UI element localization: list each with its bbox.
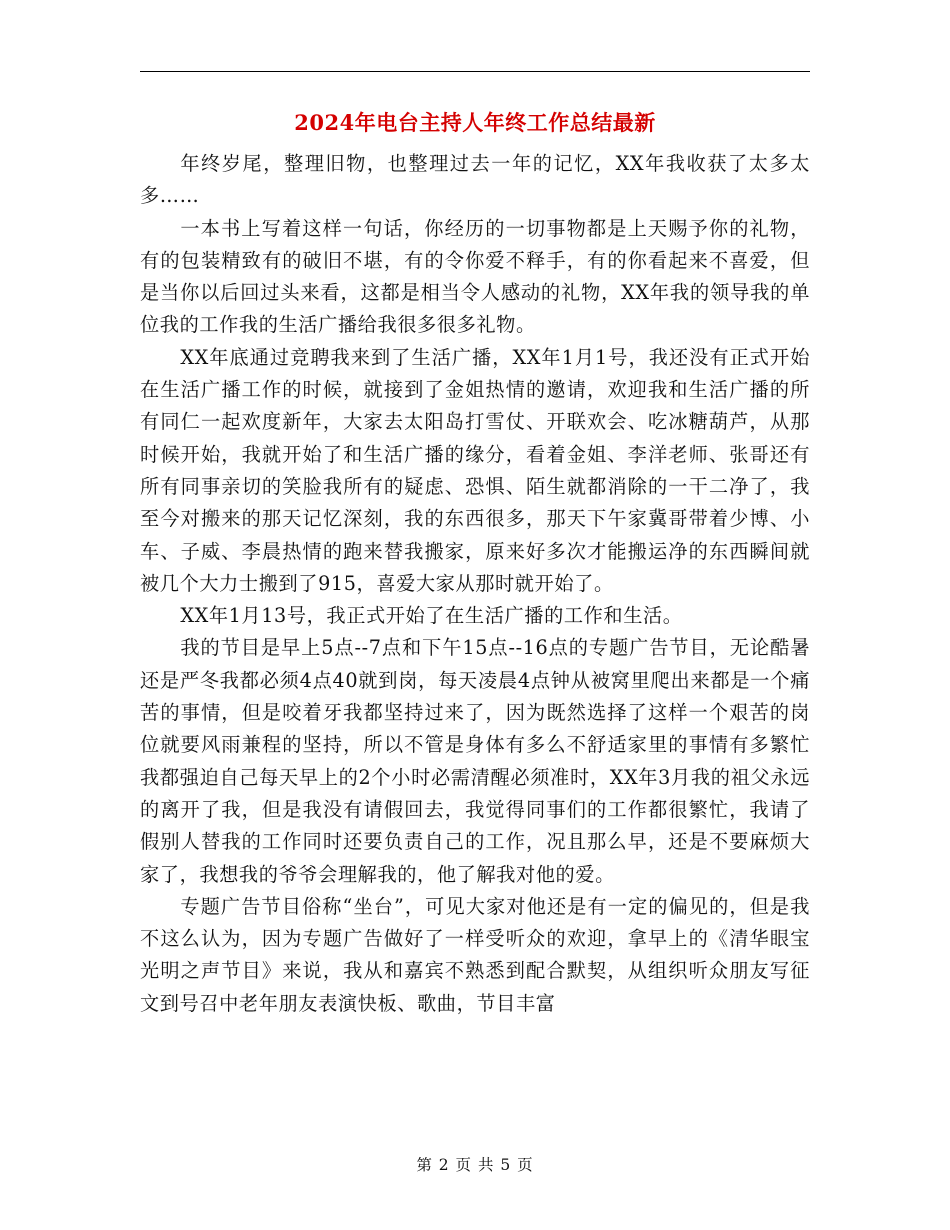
paragraph-5: 我的节目是早上5点--7点和下午15点--16点的专题广告节目，无论酷暑还是严冬我都必须4点40就到岗，每天凌晨4点钟从被窝里爬出来都是一个痛苦的事情，但是咬着牙我都坚持过来了，因为既然选择了这样一个艰苦的岗位就要风雨兼程的坚持，所以不管是身体有多么不舒适家里的事情有多繁忙我都强迫自己每天早上的2个小时必需清醒必须准时，XX年3月我的祖父永远的离开了我，但是我没有请假回去，我觉得同事们的工作都很繁忙，我请了假别人替我的工作同时还要负责自己的工作，况且那么早，还是不要麻烦大家了，我想我的爷爷会理解我的，他了解我对他的爱。 xyxy=(140,636,810,886)
paragraph-3: XX年底通过竞聘我来到了生活广播，XX年1月1号，我还没有正式开始在生活广播工作的时候，就接到了金姐热情的邀请，欢迎我和生活广播的所有同仁一起欢度新年，大家去太阳岛打雪仗、开联欢会、吃冰糖葫芦，从那时候开始，我就开始了和生活广播的缘分，看着金姐、李洋老师、张哥还有所有同事亲切的笑脸我所有的疑虑、恐惧、陌生就都消除的一干二净了，我至今对搬来的那天记忆深刻，我的东西很多，那天下午家冀哥带着少博、小车、子威、李晨热情的跑来替我搬家，原来好多次才能搬运净的东西瞬间就被几个大力士搬到了915，喜爱大家从那时就开始了。 xyxy=(140,345,810,595)
paragraph-6: 专题广告节目俗称“坐台”，可见大家对他还是有一定的偏见的，但是我不这么认为，因为专题广告做好了一样受听众的欢迎，拿早上的《清华眼宝光明之声节目》来说，我从和嘉宾不熟悉到配合默契，从组织听众朋友写征文到号召中老年朋友表演快板、歌曲，节目丰富 xyxy=(140,894,810,1015)
document-body xyxy=(140,148,810,1020)
paragraph-4: XX年1月13号，我正式开始了在生活广播的工作和生活。 xyxy=(180,604,683,628)
header-rule xyxy=(140,71,810,72)
page-number-footer: 第 2 页 共 5 页 xyxy=(416,1156,534,1174)
paragraph-2: 一本书上写着这样一句话，你经历的一切事物都是上天赐予你的礼物，有的包装精致有的破旧不堪，有的令你爱不释手，有的你看起来不喜爱，但是当你以后回过头来看，这都是相当令人感动的礼物，XX年我的领导我的单位我的工作我的生活广播给我很多很多礼物。 xyxy=(140,216,810,337)
paragraph-1: 年终岁尾，整理旧物，也整理过去一年的记忆，XX年我收获了太多太多…… xyxy=(140,152,810,208)
document-title: 2024年电台主持人年终工作总结最新 xyxy=(294,110,656,135)
